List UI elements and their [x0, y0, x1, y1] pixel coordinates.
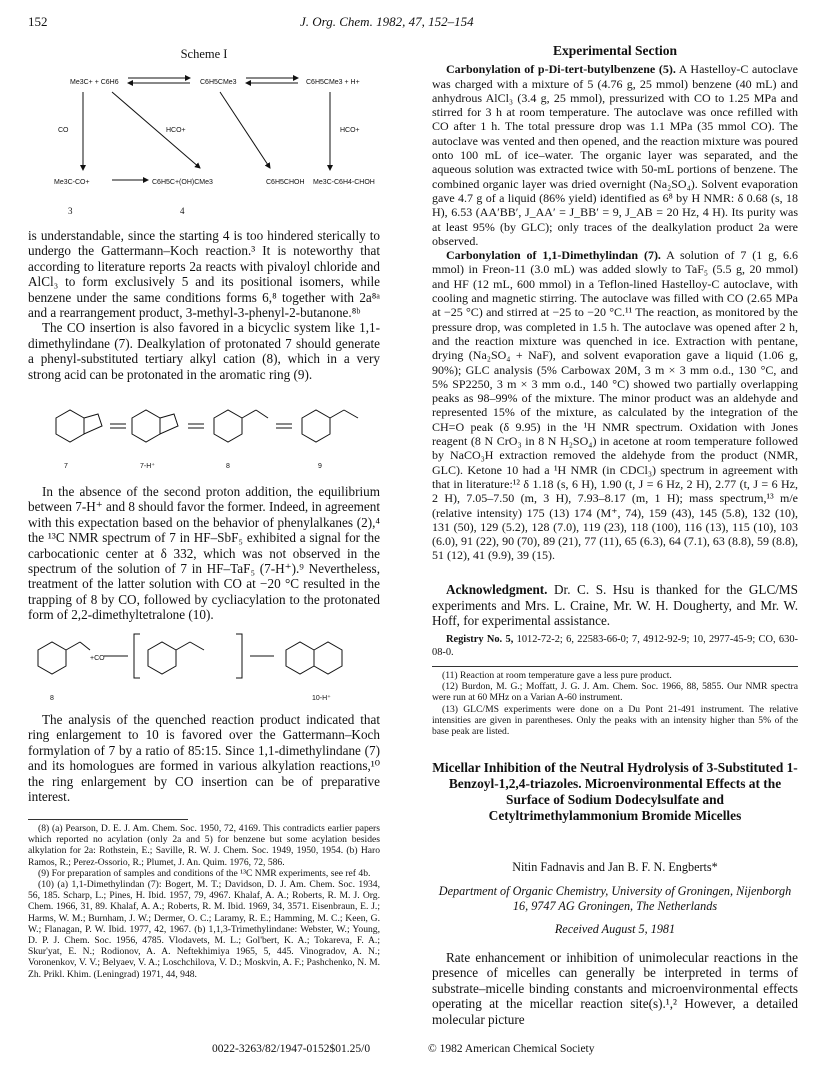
exp1-title: Carbonylation of p-Di-tert-butylbenzene (5).	[446, 62, 676, 77]
compound-3-label: 3	[68, 206, 73, 216]
scheme-bottom-4: Me3C-C6H4-CHOH	[313, 179, 375, 186]
registry	[432, 634, 798, 659]
scheme-bottom-1: Me3C-CO+	[54, 179, 90, 186]
page-number: 152	[28, 14, 48, 29]
struct-label-8: 8	[226, 463, 230, 470]
compound-4-label: 4	[180, 206, 185, 216]
ack-body: Dr. C. S. Hsu is thanked for the GLC/MS experiments and Mrs. L. Craine, Mr. W. H. Dougherty, and Mr. W. Hoff, for experimental assistance.	[432, 582, 798, 628]
left-paragraph-4: The analysis of the quenched reaction product indicated that ring enlargement to 10 is favored over the Gattermann–Koch formylation of 7 by a ratio of 85:15. Since 1,1-dimethylindane (7) and its homologues are formed in various alkylation reactions,¹⁰ the ring enlargement by CO insertion can be of preparative interest.	[28, 712, 380, 805]
scheme-top-2: C6H5CMe3	[200, 79, 237, 86]
left-footnotes	[28, 823, 380, 980]
scheme-title: Scheme I	[180, 47, 228, 61]
footnote-10: (10) (a) 1,1-Dimethylindan (7): Bogert, M. T.; Davidson, D. J. Am. Chem. Soc. 1934, 56, 185. Scharp, L.; Pines, H. Ibid. 1957, 79, 4967. Khalaf, A. A.; Roberts, R. M. J. Org. Chem. 1966, 31, 89. Khalaf, A. A.; Roberts, R. M. Ibid. 1969, 34, 3571. Eisenbraun, E. J.; Harms, W. M.; Burnham, J. W.; Dermer, O. C.; Laramy, R. E.; Hamming, M. C.; Keen, G. W.; Flanagan, P. W. Ibid. 1977, 42, 1967. (b) 1,1,3-Trimethylindane: Webster, W.; Young, D. P. J. Chem. Soc. 1956, 4785. Vlodavets, M. L.; Gol'bert, K. A.; Tokareva, F. A.; Skur'yat, E. N.; Rodionov, A. A. Neftekhimiya 1965, 5, 445. Vinogradov, A. N.; Voronenkov, V. V.; Belyaev, V. A.; Loschchilova, V. D.; Moskvin, A. F.; Pashchenko, N. M. Zh. Prikl. Khim. (Leningrad) 1971, 44, 948.	[28, 879, 380, 980]
scheme-reagent-hco-2: HCO+	[340, 127, 360, 134]
left-paragraph-2: The CO insertion is also favored in a bicyclic system like 1,1-dimethylindane (7). Dealkylation of protonated 7 should generate a phenyl-substituted tertiary alkyl cation (8), which in a very strong acid can be protonated in the aromatic ring (9).	[28, 320, 380, 382]
article2-authors: Nitin Fadnavis and Jan B. F. N. Engberts*	[512, 860, 718, 874]
article2-intro: Rate enhancement or inhibition of unimolecular reactions in the presence of micelles can generally be interpreted in terms of substrate–micelle binding constants and microenvironmental effects operating at the micellar reaction site(s).¹,² However, a detailed molecular picture	[432, 950, 798, 1027]
scheme-top-1: Me3C+ + C6H6	[70, 79, 119, 86]
struct-label-7H: 7-H⁺	[140, 463, 155, 470]
scheme-reagent-hco-1: HCO+	[166, 127, 186, 134]
struct-label-7: 7	[64, 463, 68, 470]
scheme-top-3: C6H5CMe3 + H+	[306, 79, 360, 86]
struct-label-9: 9	[318, 463, 322, 470]
article2-title: Micellar Inhibition of the Neutral Hydrolysis of 3-Substituted 1-Benzoyl-1,2,4-triazoles. Microenvironmental Effects at the Surface of Sodium Dodecylsulfate and Cetyltrimethylammonium Bromide Micelles	[432, 760, 798, 823]
footer-code: 0022-3263/82/1947-0152$01.25/0	[212, 1043, 371, 1055]
acknowledgment	[432, 582, 798, 629]
footnote-11: (11) Reaction at room temperature gave a less pure product.	[442, 670, 672, 681]
struct-label-10H: 10-H⁺	[312, 695, 331, 702]
article2-received: Received August 5, 1981	[554, 922, 676, 936]
exp2-title: Carbonylation of 1,1-Dimethylindan (7).	[446, 248, 661, 263]
article2-affiliation: Department of Organic Chemistry, University of Groningen, Nijenborgh 16, 9747 AG Groningen, The Netherlands	[438, 884, 792, 913]
footnote-12: (12) Burdon, M. G.; Moffatt, J. G. J. Am. Chem. Soc. 1966, 88, 5855. Our NMR spectra were run at 60 MHz on a Varian A-60 instrument.	[432, 681, 798, 704]
left-paragraph-3: In the absence of the second proton addition, the equilibrium between 7-H⁺ and 8 should favor the former. Indeed, in agreement with this expectation based on the behavior of phenylalkanes (2),⁴ the ¹³C NMR spectrum of 7 in HF–SbF₅ exhibited a signal for the carbocationic center at δ 332, which was not observed in the spectrum of the solution of 7 in HF–TaF₅ (7-H⁺).⁹ Nevertheless, treatment of the latter solution with CO at −20 °C resulted in the trapping of 8 by CO, followed by cycliacylation to the protonated form of 2,2-dimethyltetralone (10).	[28, 484, 380, 623]
footnote-8: (8) (a) Pearson, D. E. J. Am. Chem. Soc. 1950, 72, 4169. This contradicts earlier papers which reported no acylation (only 2a and 5) for benzene but some acylation besides alkylation for 2a: Rothstein, E.; Saville, R. W. J. Chem. Soc. 1949, 1950, 1954. (b) Haro Ramos, R.; Perez-Ossorio, R.; Plumet, J. An. Quim. 1976, 72, 586.	[28, 823, 380, 868]
footnote-13: (13) GLC/MS experiments were done on a Du Pont 21-491 instrument. The relative intensities are given in parentheses. Only the peaks with an intensity higher than 5% of the base peak are listed.	[432, 703, 798, 738]
footer-copyright: © 1982 American Chemical Society	[428, 1043, 595, 1055]
experimental-section-title: Experimental Section	[552, 43, 678, 58]
scheme-bottom-3: C6H5CHOH	[266, 179, 305, 186]
right-footnotes	[432, 670, 798, 737]
exp2-body: A solution of 7 (1 g, 6.6 mmol) in Freon-11 (3.0 mL) was added slowly to TaF₅ (5.5 g, 20 mmol) and HF (12 mL, 600 mmol) in a Teflon-lined Hastelloy-C autoclave, with cooling and magnetic stirring. The autoclave was filled with CO (2.65 MPa at −25 °C) and stirred at −25 to −20 °C.¹¹ The reaction, as monitored by the pressure drop, was completed in 1.5 h. The autoclave was opened after 2 h, and the reaction mixture was quenched in ice. Extraction with pentane, drying (Na₂SO₄ + NaF), and solvent evaporation gave a liquid (1.06 g, 90%); GLC analysis (5% Carbowax 20M, 3 m × 3 mm o.d., 130 °C, and 5% SP2250, 3 m × 3 mm o.d., 140 °C) showed two partially overlapping peaks as 98–99% of the mixture. The minor product was an aldehyde and represented 15% of the mixture, as calculated by the integration of the CH=O peak (δ 9.95) in the ¹H NMR spectrum. Oxidation with Jones reagent (8 N CrO₃ in 8 N H₂SO₄) in acetone at room temperature followed by NaCO₃H extraction removed the aldehyde from the product (NMR, GLC). Ketone 10 had a ¹H NMR (in CDCl₃) spectrum in agreement with that in literature:¹² δ 1.18 (s, 6 H), 1.90 (t, J = 6 Hz, 2 H), 2.77 (t, J = 6 Hz, 2 H), 7.05–7.50 (m, 3 H), 7.93–8.17 (m, 1 H); mass spectrum,¹³ m/e (relative intensity) 175 (13) 174 (M⁺, 74), 159 (43), 145 (5.8), 132 (10), 131 (50), 129 (5.2), 128 (7.0), 119 (23), 118 (100), 116 (13), 115 (10), 103 (6.0), 91 (22), 90 (70), 89 (21), 77 (11), 65 (6.3), 64 (7.1), 63 (8.8), 59 (8.8), 51 (12), 41 (9.9), 39 (15).	[432, 248, 798, 563]
journal-header: J. Org. Chem. 1982, 47, 152–154	[300, 14, 474, 29]
structure-row-1	[28, 396, 380, 472]
ack-title: Acknowledgment.	[446, 582, 548, 597]
scheme-reagent-co: CO	[58, 127, 69, 134]
left-paragraph-1: is understandable, since the starting 4 is too hindered sterically to undergo the Gattermann–Koch reaction.³ It is noteworthy that according to literature reports 2a reacts with pivaloyl chloride and AlCl₃ to form exclusively 5 and its positional isomers, while benzene under the same conditions forms 6,⁸ together with 2a⁸ᵃ and a rearrangement product, 3-methyl-3-phenyl-2-butanone.⁸ᵇ	[28, 228, 380, 321]
scheme-diagram	[28, 62, 380, 230]
registry-title: Registry No. 5,	[446, 634, 514, 645]
registry-body: 1012-72-2; 6, 22583-66-0; 7, 4912-92-9; 10, 2977-45-9; CO, 630-08-0.	[432, 634, 798, 658]
structure-row-2	[28, 630, 380, 704]
exp1-body: A Hastelloy-C autoclave was charged with a mixture of 5 (4.76 g, 25 mmol) benzene (40 mL) and anhydrous AlCl₃ (3.4 g, 25 mmol), pressurized with CO to 1.25 MPa and stirred for 3 h at room temperature. The autoclave was once refilled with CO after 1 h. The total pressure drop was 1.1 MPa (35 mmol CO). The autoclave was vented and then opened, and the reaction mixture was poured onto 100 mL of ice–water. The organic layer was separated, and the aqueous solution was extracted twice with 50-mL portions of benzene. The combined organic layer was dried overnight (Na₂SO₄). Solvent evaporation gave 4.7 g of a liquid (86% yield) identified as 6⁸ by H NMR: δ 0.68 (s, 18 H), 6.53 (AA′BB′, J_AA′ = J_BB′ = 9, J_AB = 20 Hz, 4 H). Its purity was at least 95% (by GLC); only traces of the dealkylation product 2a were observed.	[432, 62, 798, 248]
scheme-bottom-2: C6H5C+(OH)CMe3	[152, 179, 213, 186]
footnote-9: (9) For preparation of samples and conditions of the ¹³C NMR experiments, see ref 4b.	[38, 867, 371, 879]
struct-label-8b: 8	[50, 695, 54, 702]
right-column	[432, 44, 798, 563]
svg-text:+CO: +CO	[90, 655, 105, 662]
